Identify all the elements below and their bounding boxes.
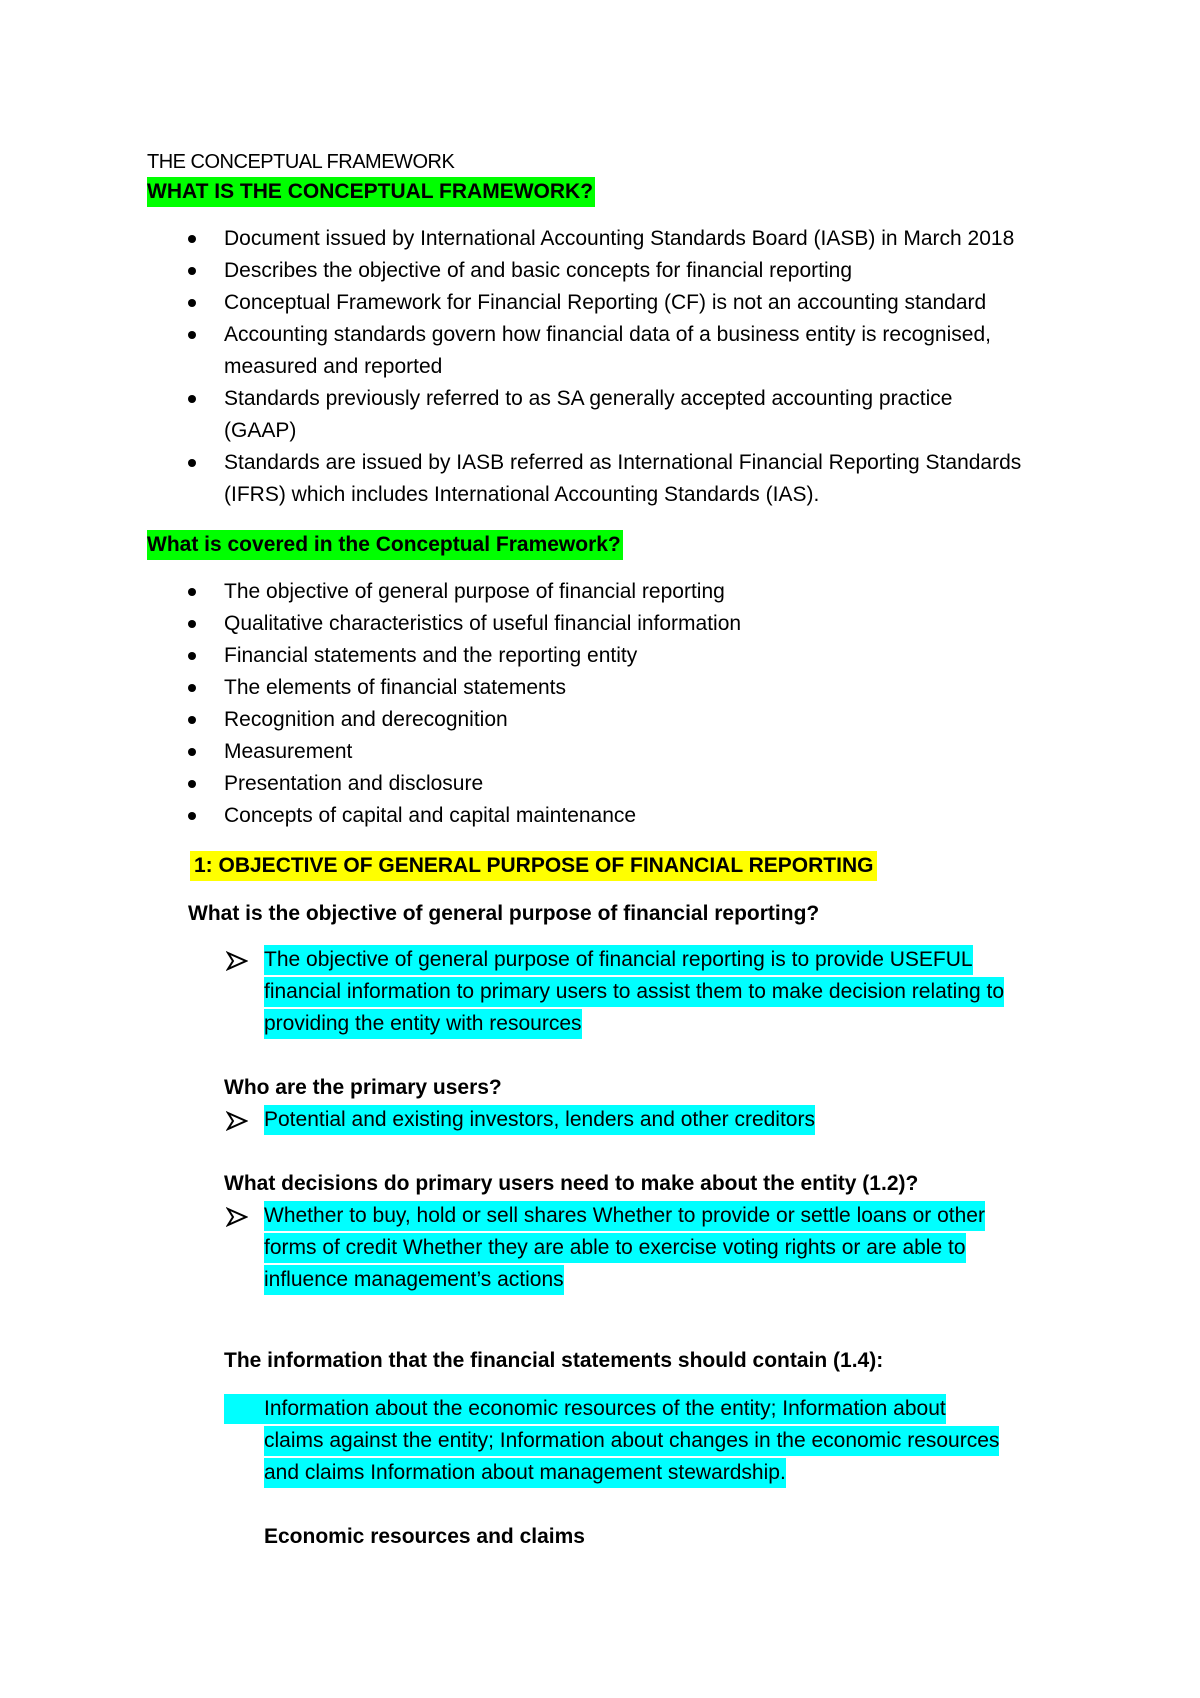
- primary-users-answer: Potential and existing investors, lenders and other creditors: [264, 1105, 815, 1135]
- information-answer-line: Information about the economic resources of the entity; Information about: [224, 1394, 946, 1424]
- section-heading-objective: 1: OBJECTIVE OF GENERAL PURPOSE OF FINANCIAL REPORTING: [190, 851, 877, 881]
- list-item: Document issued by International Accounting Standards Board (IASB) in March 2018: [224, 227, 1015, 250]
- bullet-dot-icon: [188, 780, 196, 788]
- section-heading-what-is-covered: What is covered in the Conceptual Framework?: [147, 530, 623, 560]
- list-item-continuation: (GAAP): [224, 419, 297, 442]
- list-item: The elements of financial statements: [224, 676, 567, 699]
- list-item: Standards are issued by IASB referred as International Financial Reporting Standards: [224, 451, 1022, 474]
- section-heading-what-is-cf: WHAT IS THE CONCEPTUAL FRAMEWORK?: [147, 177, 595, 207]
- bullet-dot-icon: [188, 267, 196, 275]
- arrow-bullet-icon: [226, 1207, 248, 1227]
- objective-question: What is the objective of general purpose of financial reporting?: [188, 902, 820, 925]
- bullet-dot-icon: [188, 235, 196, 243]
- list-item: Recognition and derecognition: [224, 708, 508, 731]
- bullet-dot-icon: [188, 299, 196, 307]
- list-item: Standards previously referred to as SA generally accepted accounting practice: [224, 387, 953, 410]
- decisions-question: What decisions do primary users need to make about the entity (1.2)?: [224, 1172, 919, 1195]
- bullet-dot-icon: [188, 812, 196, 820]
- decisions-answer-line: Whether to buy, hold or sell shares Whether to provide or settle loans or other: [264, 1201, 985, 1231]
- economic-resources-subheading: Economic resources and claims: [264, 1525, 585, 1548]
- objective-answer-line: providing the entity with resources: [264, 1009, 582, 1039]
- objective-answer-line: The objective of general purpose of financial reporting is to provide USEFUL: [264, 945, 973, 975]
- objective-answer-line: financial information to primary users to assist them to make decision relating to: [264, 977, 1004, 1007]
- list-item: Accounting standards govern how financial data of a business entity is recognised,: [224, 323, 991, 346]
- primary-users-question: Who are the primary users?: [224, 1076, 502, 1099]
- decisions-answer-line: forms of credit Whether they are able to exercise voting rights or are able to: [264, 1233, 966, 1263]
- information-answer-line: claims against the entity; Information about changes in the economic resources: [264, 1426, 999, 1456]
- bullet-dot-icon: [188, 395, 196, 403]
- list-item: Financial statements and the reporting entity: [224, 644, 638, 667]
- list-item: Measurement: [224, 740, 353, 763]
- list-item: The objective of general purpose of financial reporting: [224, 580, 725, 603]
- list-item: Describes the objective of and basic concepts for financial reporting: [224, 259, 853, 282]
- list-item-continuation: measured and reported: [224, 355, 443, 378]
- bullet-dot-icon: [188, 331, 196, 339]
- bullet-dot-icon: [188, 748, 196, 756]
- bullet-dot-icon: [188, 620, 196, 628]
- decisions-answer-line: influence management’s actions: [264, 1265, 564, 1295]
- document-title: THE CONCEPTUAL FRAMEWORK: [147, 151, 455, 173]
- list-item: Conceptual Framework for Financial Reporting (CF) is not an accounting standard: [224, 291, 987, 314]
- list-item-continuation: (IFRS) which includes International Accounting Standards (IAS).: [224, 483, 820, 506]
- arrow-bullet-icon: [226, 1111, 248, 1131]
- arrow-bullet-icon: [226, 951, 248, 971]
- bullet-dot-icon: [188, 716, 196, 724]
- bullet-dot-icon: [188, 652, 196, 660]
- list-item: Presentation and disclosure: [224, 772, 484, 795]
- list-item: Concepts of capital and capital maintenance: [224, 804, 637, 827]
- information-answer-line: and claims Information about management stewardship.: [264, 1458, 786, 1488]
- bullet-dot-icon: [188, 684, 196, 692]
- list-item: Qualitative characteristics of useful financial information: [224, 612, 742, 635]
- bullet-dot-icon: [188, 588, 196, 596]
- bullet-dot-icon: [188, 459, 196, 467]
- information-question: The information that the financial statements should contain (1.4):: [224, 1349, 884, 1372]
